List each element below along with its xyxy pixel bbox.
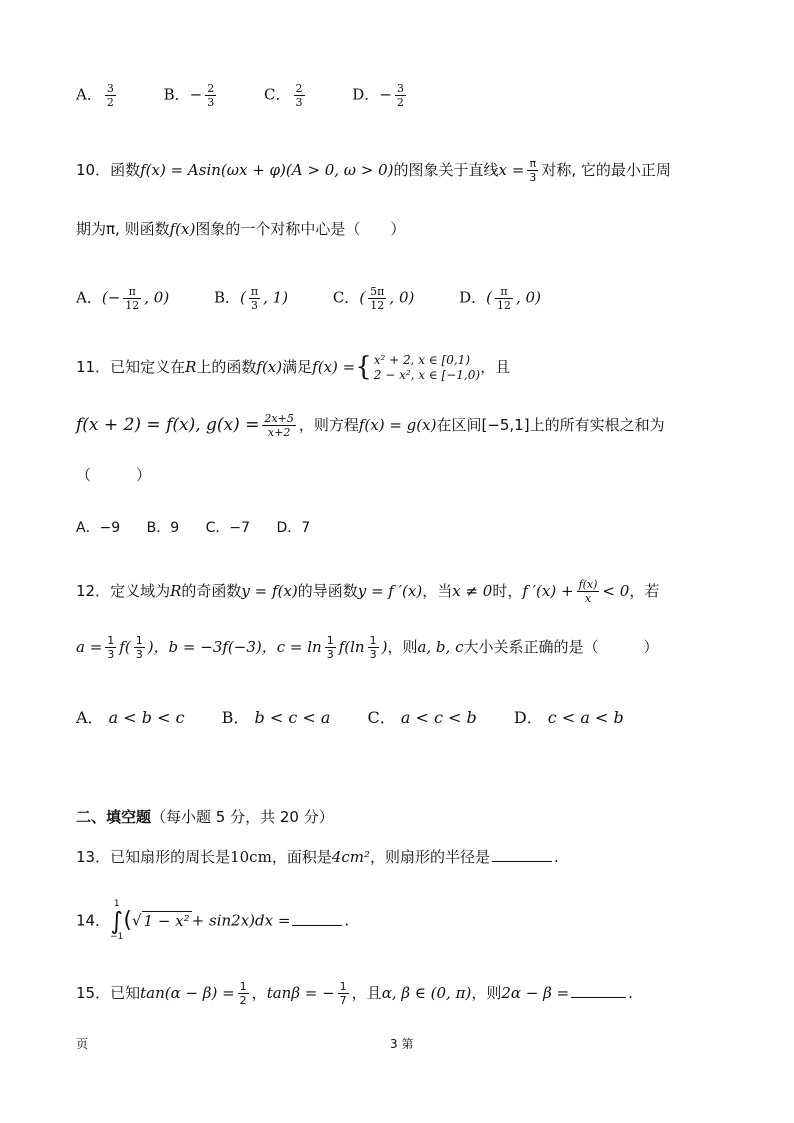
q10-option-d: D．( $\frac{\pi}{12}$ , 0)	[459, 285, 541, 313]
q10-options	[76, 285, 581, 312]
q11-line1: 11．已知定义在R上的函数f(x)满足f(x) ={ x² + 2, x ∈ [0,1) 2 − x², x ∈ [−1,0) ，且	[76, 352, 511, 382]
footer-page-number: 3 第	[390, 1037, 414, 1051]
q12-line2: a = $\frac{1}{3}$ f( $\frac{1}{3}$ )，b = −3f(−3)，c = ln $\frac{1}{3}$ f(ln $\frac{1}{3}$ )，则a, b, c大小关系正确的是（ ）	[76, 634, 659, 662]
q9-option-c: C． $\frac{2}{3}$	[264, 82, 303, 110]
q15-answer-blank[interactable]	[571, 985, 626, 998]
q9-option-b: B．− $\frac{2}{3}$	[163, 82, 215, 110]
q11-line2: f(x + 2) = f(x), g(x) = $\frac{2x+5}{x+2}$ ，则方程f(x) = g(x)在区间[−5,1]上的所有实根之和为	[76, 412, 665, 440]
q9-options	[76, 82, 449, 109]
q10-line2: 期为π, 则函数f(x)图象的一个对称中心是（ ）	[76, 220, 406, 238]
q12-option-d: D． c < a < b	[513, 708, 624, 727]
q12-line1: 12．定义域为R的奇函数y = f(x)的导函数y = f ′(x)，当x ≠ 0时，f ′(x) + $\frac{f(x)}{x}$ < 0，若	[76, 578, 660, 606]
q12-options	[76, 708, 624, 727]
q14-answer-blank[interactable]	[292, 913, 342, 926]
q10-option-c: C．( $\frac{5\pi}{12}$ , 0)	[332, 285, 415, 313]
section-title: 二、填空题（每小题 5 分，共 20 分）	[76, 808, 334, 826]
q9-option-a: A． $\frac{3}{2}$	[76, 82, 114, 110]
q10-option-b: B．( $\frac{\pi}{3}$ , 1)	[213, 285, 289, 313]
q11-options: A．−9 B．9 C．−7 D．7	[76, 520, 311, 536]
q14: 14．1 ∫ −1(√ 1 − x² + sin2x)dx = .	[76, 899, 350, 942]
q12-option-c: C． a < c < b	[367, 708, 477, 727]
q15: 15．已知tan(α − β) = $\frac{1}{2}$ ，tanβ = − $\frac{1}{7}$ ，且α, β ∈ (0, π)，则2α − β = .	[76, 980, 633, 1008]
q10-option-a: A．(− $\frac{\pi}{12}$ , 0)	[76, 285, 170, 313]
q14-integral: 1 ∫ −1	[110, 899, 124, 942]
q11-answer-paren: （ ）	[76, 466, 152, 484]
q12-option-a: A． a < b < c	[76, 708, 185, 727]
footer-left: 页	[76, 1037, 89, 1051]
q13-answer-blank[interactable]	[492, 849, 552, 862]
q9-option-d: D．− $\frac{3}{2}$	[352, 82, 404, 110]
q11-piecewise: x² + 2, x ∈ [0,1) 2 − x², x ∈ [−1,0)	[373, 352, 481, 382]
q13: 13．已知扇形的周长是10cm，面积是4cm²，则扇形的半径是 .	[76, 848, 559, 866]
q12-option-b: B． b < c < a	[221, 708, 331, 727]
q10-line1: 10．函数f(x) = Asin(ωx + φ)(A > 0, ω > 0)的图象关于直线x = $\frac{\pi}{3}$ 对称, 它的最小正周	[76, 157, 671, 185]
